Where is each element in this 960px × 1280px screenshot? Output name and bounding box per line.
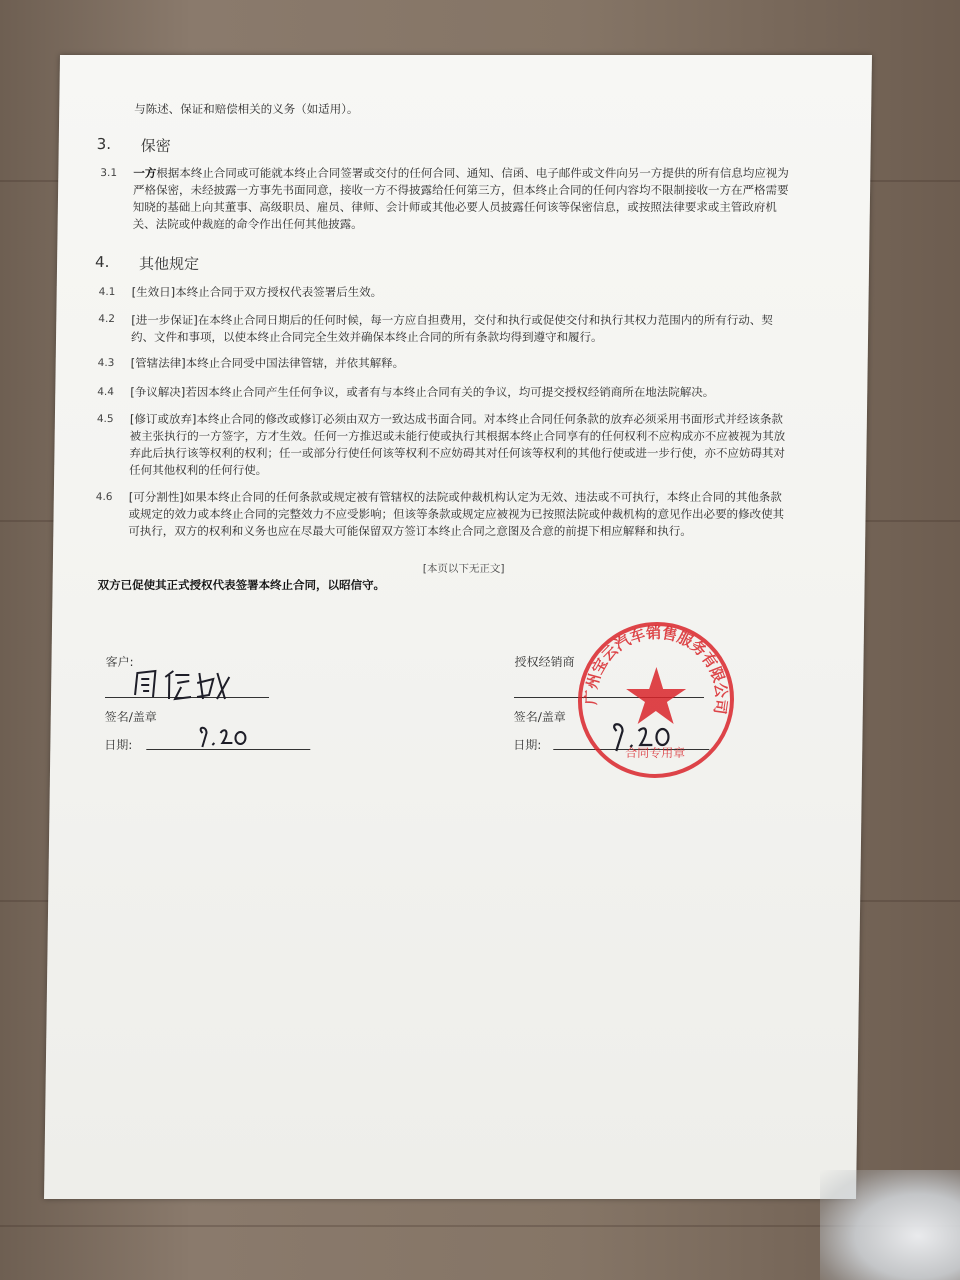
- no-further-text-note: [本页以下无正文]: [422, 563, 505, 575]
- clause-4-6-line-1: [可分割性]如果本终止合同的任何条款或规定被有管辖权的法院或仲裁机构认定为无效、违法或不可执行，本终止合同的其他条款: [128, 490, 782, 504]
- clause-4-2-number: 4.2: [98, 313, 116, 325]
- clause-3-1-line-4: 关、法院或仲裁庭的命令作出任何其他披露。: [132, 217, 363, 231]
- section-3-number: 3.: [96, 135, 112, 153]
- clause-4-6-line-3: 可执行，双方的权利和义务也应在尽最大可能保留双方签订本终止合同之意图及合意的前提下相应解释和执行。: [128, 524, 692, 538]
- clause-4-5-line-1: [修订或放弃]本终止合同的修改或修订必须由双方一致达成书面合同。对本终止合同任何条款的放弃必须采用书面形式并经该条款: [129, 412, 783, 426]
- dealer-label: 授权经销商: [514, 655, 575, 669]
- clause-4-6-text: [128, 489, 784, 540]
- clause-4-2-text: [131, 312, 773, 346]
- clause-4-6-line-2: 或规定的效力或本终止合同的完整效力不应受影响；但该等条款或规定应被视为已按照法院或仲裁机构的意见作出必要的修改使其: [128, 507, 785, 521]
- clause-4-5-text: [129, 411, 785, 479]
- clause-4-1-text: [生效日]本终止合同于双方授权代表签署后生效。: [131, 285, 383, 299]
- carryover-line: 与陈述、保证和赔偿相关的义务（如适用）。: [134, 102, 359, 116]
- dealer-date-label: 日期:: [513, 738, 542, 752]
- seal-bottom-text: 合同专用章: [625, 746, 686, 760]
- contract-page: [44, 55, 872, 1199]
- clause-3-1-line-3: 知晓的基础上向其董事、高级职员、雇员、律师、会计师或其他必要人员披露任何该等保密信息，或按照法律要求或主管政府机: [132, 200, 777, 214]
- clause-4-5-line-2: 被主张执行的一方签字，方才生效。任何一方推迟或未能行使或执行其根据本终止合同享有的任何权利不应构成亦不应被视为其放: [129, 429, 786, 443]
- clause-4-2-line-1: [进一步保证]在本终止合同日期后的任何时候，每一方应自担费用，交付和执行或促使交付和执行其权力范围内的所有行动、契: [131, 313, 773, 327]
- clause-4-5-number: 4.5: [96, 413, 114, 425]
- clause-4-5-line-4: 任何其他权利的任何行使。: [129, 463, 268, 477]
- dealer-sign-label: 签名/盖章: [513, 710, 566, 724]
- plastic-bag-corner: [820, 1170, 960, 1280]
- section-4-number: 4.: [94, 253, 110, 271]
- dealer-handwritten-date: [602, 719, 683, 755]
- clause-3-1-line-2: 严格保密，未经披露一方事先书面同意，接收一方不得披露给任何第三方，但本终止合同的任何内容均不限制接收一方在严格需要: [133, 183, 789, 197]
- clause-4-4-number: 4.4: [97, 386, 115, 398]
- clause-4-4-text: [争议解决]若因本终止合同产生任何争议，或者有与本终止合同有关的争议，均可提交授权经销商所在地法院解决。: [130, 385, 715, 399]
- clause-3-1-text: 一方根据本终止合同或可能就本终止合同签署或交付的任何合同、通知、信函、电子邮件或文件向另一方提供的所有信息均应视为 严格保密，未经披露一方事先书面同意，接收一方不得披露给任何第三方，但本终止合同的任何内容均不限制接收一方在严格需要 知晓的基础上向其董事、高级职员、雇员、律师、会计师或其他必要人员披露任何该等保密信息，或按照法律要求或主管政府机 关、法院或仲裁庭的命令作出任何其他披露。: [132, 166, 789, 231]
- clause-4-2-line-2: 约、文件和事项，以使本终止合同完全生效并确保本终止合同的所有条款均得到遵守和履行。: [130, 330, 603, 344]
- customer-handwritten-signature: [129, 665, 250, 705]
- witness-line: 双方已促使其正式授权代表签署本终止合同，以昭信守。: [97, 578, 386, 592]
- clause-4-1-number: 4.1: [98, 286, 116, 298]
- section-4-title: 其他规定: [138, 255, 200, 273]
- clause-4-5-line-3: 弃此后执行该等权利的权利；任一或部分行使任何该等权利不应妨碍其对任何该等权利的其他行使或进一步行使，亦不应妨碍其对: [129, 446, 786, 460]
- clause-3-1-line-1: 根据本终止合同或可能就本终止合同签署或交付的任何合同、通知、信函、电子邮件或文件向另一方提供的所有信息均应视为: [156, 166, 789, 180]
- clause-4-3-text: [管辖法律]本终止合同受中国法律管辖，并依其解释。: [130, 356, 405, 370]
- customer-sign-label: 签名/盖章: [104, 710, 157, 724]
- customer-date-label: 日期:: [104, 738, 133, 752]
- section-3-title: 保密: [140, 137, 171, 155]
- clause-3-1-number: 3.1: [100, 167, 118, 179]
- customer-label: 客户:: [105, 655, 134, 669]
- seal-star-icon: [626, 667, 687, 724]
- customer-handwritten-date: [192, 723, 252, 751]
- company-seal: [572, 617, 740, 783]
- clause-4-3-number: 4.3: [97, 357, 115, 369]
- clause-4-6-number: 4.6: [95, 491, 113, 503]
- seal-company-name: 广州宝云汽车销售服务有限公司: [581, 623, 731, 716]
